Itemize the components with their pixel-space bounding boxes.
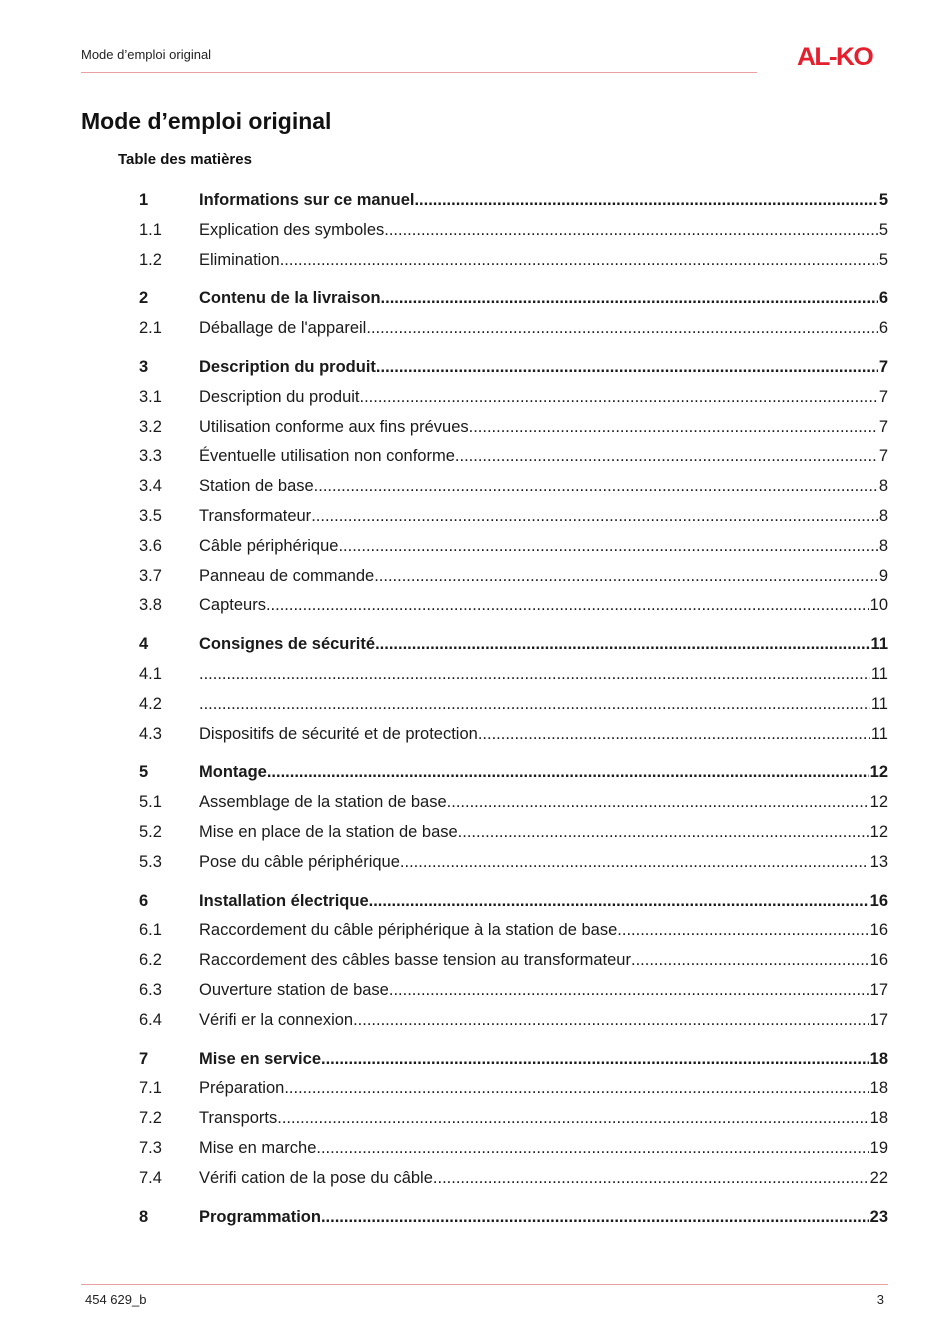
toc-chapter-entry[interactable] (139, 1045, 888, 1075)
toc-entry-number: 6.1 (139, 921, 162, 940)
toc-dot-leader (458, 818, 869, 848)
toc-entry-page: 23 (869, 1207, 888, 1226)
toc-entry-title: Consignes de sécurité (199, 635, 376, 654)
toc-entry-page: 7 (878, 357, 888, 376)
toc-entry-title: Préparation (199, 1079, 285, 1098)
toc-section-entry[interactable] (139, 591, 888, 621)
toc-entry-title: Panneau de commande (199, 566, 375, 585)
toc-entry-title: Capteurs (199, 596, 266, 615)
toc-section-entry[interactable] (139, 1134, 888, 1164)
toc-entry-title: Mise en place de la station de base (199, 822, 458, 841)
toc-section-entry[interactable] (139, 314, 888, 344)
toc-entry-number: 7.4 (139, 1168, 162, 1187)
toc-entry-number: 3.7 (139, 566, 162, 585)
toc-entry-number: 8 (139, 1207, 149, 1226)
toc-section-entry[interactable] (139, 818, 888, 848)
toc-entry-number: 3.1 (139, 387, 162, 406)
toc-section-entry[interactable] (139, 946, 888, 976)
toc-entry-page: 16 (869, 951, 888, 970)
toc-dot-leader (400, 848, 869, 878)
toc-entry-page: 7 (878, 417, 888, 436)
toc-section-entry[interactable] (139, 562, 888, 592)
toc-entry-page: 8 (878, 477, 888, 496)
toc-entry-page: 11 (870, 694, 888, 713)
toc-entry-page: 9 (878, 566, 888, 585)
toc-entry-title: Mise en service (199, 1049, 321, 1068)
toc-entry-page: 6 (878, 319, 888, 338)
toc-dot-leader (389, 976, 869, 1006)
toc-entry-title: Programmation (199, 1207, 321, 1226)
toc-section-entry[interactable] (139, 532, 888, 562)
toc-entry-number: 6.3 (139, 980, 162, 999)
toc-entry-title: Pose du câble périphérique (199, 852, 400, 871)
toc-entry-number: 3.6 (139, 536, 162, 555)
toc-entry-title: Installation électrique (199, 891, 369, 910)
toc-group (139, 887, 888, 1036)
header-label: Mode d’emploi original (81, 47, 212, 62)
toc-dot-leader (455, 442, 878, 472)
toc-entry-number: 1.1 (139, 220, 162, 239)
toc-entry-page: 18 (869, 1109, 888, 1128)
toc-entry-number: 1.2 (139, 250, 162, 269)
toc-entry-title: Ouverture station de base (199, 980, 389, 999)
toc-entry-page: 8 (878, 536, 888, 555)
toc-entry-number: 4.1 (139, 664, 162, 683)
toc-entry-page: 16 (869, 891, 888, 910)
toc-entry-title: Raccordement du câble périphérique à la station de base (199, 921, 618, 940)
toc-section-entry[interactable] (139, 788, 888, 818)
toc-group (139, 630, 888, 749)
toc-dot-leader (277, 1104, 868, 1134)
toc-entry-number: 2 (139, 289, 149, 308)
toc-entry-title: Transports (199, 1109, 278, 1128)
toc-dot-leader (199, 690, 870, 720)
toc-group (139, 1045, 888, 1194)
toc-entry-number: 3 (139, 357, 149, 376)
toc-entry-number: 3.8 (139, 596, 162, 615)
toc-entry-page: 12 (869, 763, 888, 782)
toc-dot-leader (311, 502, 878, 532)
toc-entry-title: Description du produit (199, 357, 376, 376)
toc-dot-leader (267, 758, 869, 788)
toc-entry-title: Informations sur ce manuel (199, 191, 415, 209)
toc-entry-number: 6.4 (139, 1010, 162, 1029)
toc-entry-page: 8 (878, 506, 888, 525)
toc-entry-page: 6 (878, 289, 888, 308)
toc-group (139, 284, 888, 344)
toc-entry-title: Vérifi cation de la pose du câble (199, 1168, 433, 1187)
toc-entry-number: 1 (139, 191, 149, 209)
header-divider (81, 72, 757, 73)
toc-entry-page: 16 (869, 921, 888, 940)
toc-entry-page: 7 (878, 387, 888, 406)
toc-entry-page: 11 (870, 664, 888, 683)
toc-dot-leader (321, 1045, 869, 1075)
toc-dot-leader (447, 788, 869, 818)
toc-entry-title: Elimination (199, 250, 280, 269)
toc-section-entry[interactable] (139, 1006, 888, 1036)
toc-group (139, 186, 888, 275)
toc-dot-leader (266, 591, 869, 621)
toc-entry-number: 4.2 (139, 694, 162, 713)
toc-entry-page: 17 (869, 1010, 888, 1029)
toc-dot-leader (376, 353, 878, 383)
toc-entry-number: 7.1 (139, 1079, 162, 1098)
toc-entry-number: 4.3 (139, 724, 162, 743)
toc-entry-page: 11 (870, 724, 888, 743)
toc-entry-title: Station de base (199, 477, 314, 496)
toc-entry-page: 10 (869, 596, 888, 615)
toc-dot-leader (321, 1203, 869, 1233)
toc-entry-title: Montage (199, 763, 267, 782)
toc-group (139, 353, 888, 621)
toc-entry-title: Dispositifs de sécurité et de protection (199, 724, 478, 743)
toc-entry-number: 7.2 (139, 1109, 162, 1128)
toc-section-entry[interactable] (139, 976, 888, 1006)
toc-dot-leader (381, 284, 878, 314)
toc-section-entry[interactable] (139, 442, 888, 472)
toc-group (139, 758, 888, 877)
toc-entry-number: 3.3 (139, 447, 162, 466)
brand-logo: AL-KO (797, 43, 873, 71)
toc-entry-page: 13 (869, 852, 888, 871)
toc-dot-leader (353, 1006, 869, 1036)
toc-section-entry[interactable] (139, 502, 888, 532)
toc-entry-page: 19 (869, 1138, 888, 1157)
toc-entry-number: 5.1 (139, 793, 162, 812)
toc-entry-title: Description du produit (199, 387, 360, 406)
toc-entry-page: 22 (869, 1168, 888, 1187)
toc-section-entry[interactable] (139, 216, 888, 246)
toc-entry-title: Transformateur (199, 506, 312, 525)
toc-entry-number: 3.2 (139, 417, 162, 436)
toc-chapter-entry[interactable] (139, 887, 888, 917)
toc-entry-title: Utilisation conforme aux fins prévues (199, 417, 469, 436)
toc-dot-leader (369, 887, 869, 917)
toc-section-entry[interactable] (139, 383, 888, 413)
page-number: 3 (876, 1292, 884, 1307)
toc-entry-title: Vérifi er la connexion (199, 1010, 354, 1029)
toc-dot-leader (469, 413, 878, 443)
toc-entry-number: 2.1 (139, 319, 162, 338)
toc-dot-leader (199, 660, 870, 690)
toc-chapter-entry[interactable] (139, 1203, 888, 1233)
toc-entry-title: Éventuelle utilisation non conforme (199, 447, 455, 466)
toc-section-entry[interactable] (139, 660, 888, 690)
toc-dot-leader (366, 314, 877, 344)
toc-section-entry[interactable] (139, 1104, 888, 1134)
toc-entry-number: 3.5 (139, 506, 162, 525)
toc-section-entry[interactable] (139, 246, 888, 276)
toc-dot-leader (280, 246, 878, 276)
toc-group (139, 1203, 888, 1233)
toc-dot-leader (617, 916, 868, 946)
toc-chapter-entry[interactable] (139, 284, 888, 314)
page-title: Mode d’emploi original (81, 108, 332, 134)
toc-entry-page: 5 (878, 220, 888, 239)
table-of-contents (139, 186, 888, 1241)
toc-section-entry[interactable] (139, 1164, 888, 1194)
toc-entry-page: 5 (878, 250, 888, 269)
toc-entry-page: 11 (870, 635, 888, 654)
toc-entry-title: Explication des symboles (199, 220, 385, 239)
toc-entry-number: 5.2 (139, 822, 162, 841)
toc-dot-leader (338, 532, 877, 562)
toc-entry-number: 7.3 (139, 1138, 162, 1157)
toc-entry-page: 7 (878, 447, 888, 466)
toc-section-entry[interactable] (139, 413, 888, 443)
toc-section-entry[interactable] (139, 848, 888, 878)
toc-entry-number: 5.3 (139, 852, 162, 871)
toc-dot-leader (374, 562, 878, 592)
toc-heading: Table des matières (118, 151, 252, 168)
toc-entry-page: 12 (869, 793, 888, 812)
toc-dot-leader (284, 1074, 868, 1104)
toc-dot-leader (375, 630, 869, 660)
toc-entry-number: 7 (139, 1049, 149, 1068)
toc-dot-leader (384, 216, 878, 246)
toc-chapter-entry[interactable] (139, 186, 888, 216)
toc-entry-title: Raccordement des câbles basse tension au transformateur (199, 951, 631, 970)
toc-chapter-entry[interactable] (139, 353, 888, 383)
toc-entry-page: 12 (869, 822, 888, 841)
toc-chapter-entry[interactable] (139, 630, 888, 660)
toc-entry-page: 18 (869, 1079, 888, 1098)
toc-entry-title: Déballage de l'appareil (199, 319, 367, 338)
toc-dot-leader (360, 383, 878, 413)
footer-divider (81, 1284, 888, 1285)
toc-section-entry[interactable] (139, 720, 888, 750)
toc-dot-leader (316, 1134, 868, 1164)
toc-chapter-entry[interactable] (139, 758, 888, 788)
toc-section-entry[interactable] (139, 1074, 888, 1104)
toc-entry-title: Assemblage de la station de base (199, 793, 447, 812)
toc-entry-title: Mise en marche (199, 1138, 317, 1157)
toc-dot-leader (414, 186, 877, 216)
toc-section-entry[interactable] (139, 472, 888, 502)
toc-entry-number: 5 (139, 763, 149, 782)
toc-dot-leader (433, 1164, 869, 1194)
toc-dot-leader (314, 472, 878, 502)
toc-section-entry[interactable] (139, 690, 888, 720)
toc-entry-title: Câble périphérique (199, 536, 339, 555)
toc-entry-page: 5 (878, 191, 888, 209)
toc-entry-number: 6.2 (139, 951, 162, 970)
toc-entry-title: Contenu de la livraison (199, 289, 381, 308)
toc-dot-leader (631, 946, 869, 976)
toc-entry-page: 18 (869, 1049, 888, 1068)
toc-dot-leader (478, 720, 870, 750)
document-code: 454 629_b (85, 1292, 147, 1307)
toc-section-entry[interactable] (139, 916, 888, 946)
toc-entry-page: 17 (869, 980, 888, 999)
toc-entry-number: 4 (139, 635, 149, 654)
toc-entry-number: 3.4 (139, 477, 162, 496)
toc-entry-number: 6 (139, 891, 149, 910)
